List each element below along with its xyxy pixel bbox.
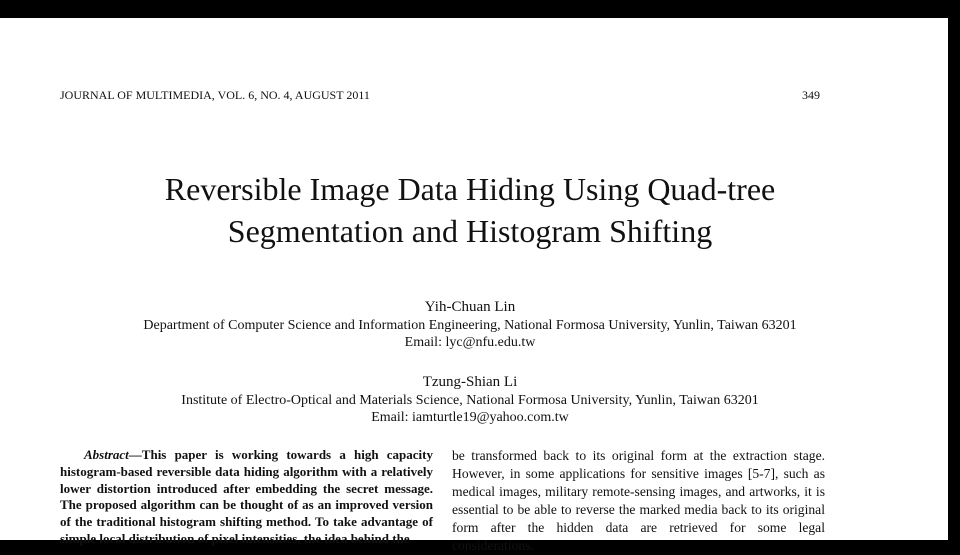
title-line-2: Segmentation and Histogram Shifting	[227, 213, 713, 249]
abstract-text: —This paper is working towards a high capacity histogram-based reversible data hiding algorithm with a relatively lower distortion introduced after embedding the secret message. The proposed algorithm can be thought of as an improved version of the traditional histogram shifting method. To take advantage of simple local distribution of pixel intensities, the idea behind the	[60, 447, 433, 546]
paper-title	[40, 168, 900, 252]
author-block-1	[40, 299, 900, 351]
author-affiliation: Institute of Electro-Optical and Materials Science, National Formosa University, Yunlin, Taiwan 63201	[181, 393, 759, 408]
author-affiliation: Department of Computer Science and Information Engineering, National Formosa University, Yunlin, Taiwan 63201	[143, 318, 797, 333]
body-text: be transformed back to its original form at the extraction stage. However, in some applications for sensitive images [5-7], such as medical images, military remote-sensing images, and artworks, it is essential to be able to reverse the marked media back to its original form after the hidden data are retrieved for some legal considerations.	[452, 448, 825, 553]
author-email: Email: lyc@nfu.edu.tw	[404, 335, 536, 350]
page-number: 349	[802, 88, 820, 102]
title-line-1: Reversible Image Data Hiding Using Quad-tree	[164, 171, 776, 207]
author-name: Yih-Chuan Lin	[424, 299, 516, 315]
journal-citation: JOURNAL OF MULTIMEDIA, VOL. 6, NO. 4, AUGUST 2011	[60, 88, 370, 102]
paper-page	[0, 18, 948, 553]
running-header	[60, 88, 820, 103]
abstract-label: Abstract	[84, 447, 129, 462]
author-block-2	[40, 374, 900, 426]
author-name: Tzung-Shian Li	[422, 374, 518, 390]
abstract-column	[60, 447, 433, 548]
body-column-right	[452, 447, 825, 555]
author-email: Email: iamturtle19@yahoo.com.tw	[371, 410, 569, 425]
